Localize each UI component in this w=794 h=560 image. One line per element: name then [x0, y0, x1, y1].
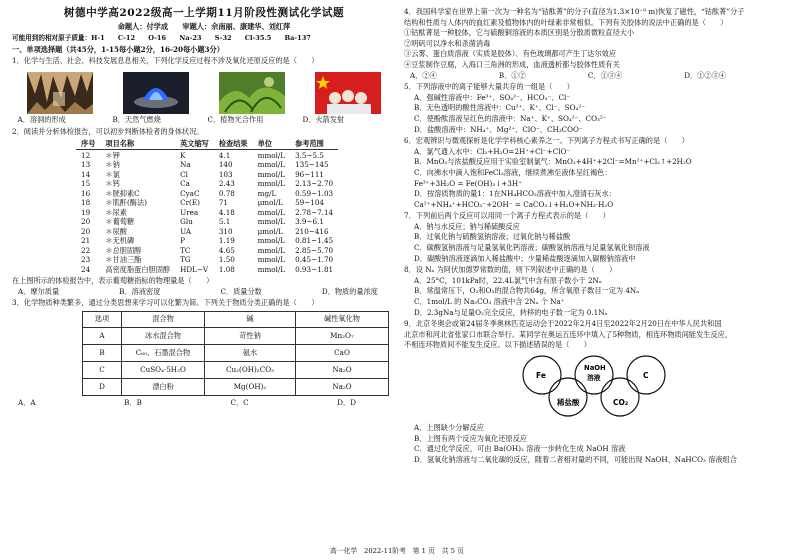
question-3-options — [12, 398, 396, 409]
report-header-row — [76, 139, 338, 149]
report-cell: CyaC — [180, 188, 200, 198]
classification-cell: 漂白粉 — [122, 378, 205, 395]
option-c[interactable]: C．质量分数 — [220, 286, 262, 296]
question-8-stem: 8．设 Nₐ 为阿伏加德罗常数的值，则下列叙述中正确的是（ ） — [404, 265, 617, 275]
classification-cell: 氨水 — [205, 344, 296, 361]
report-cell: 5.1 — [218, 217, 231, 227]
report-row — [76, 179, 338, 189]
report-cell: 3.9~6.1 — [295, 217, 324, 227]
report-row — [76, 236, 338, 246]
report-row — [76, 149, 338, 160]
olympic-rings-svg — [514, 353, 674, 421]
classification-cell: 苛性钠 — [205, 327, 296, 344]
option-d[interactable]: D．按溶质物质的量1：1在NH₄HCO₃溶液中加入澄清石灰水： — [414, 189, 616, 199]
question-6-stem: 6．宏观辨识与微观探析是化学学科核心素养之一。下列离子方程式书写正确的是（ ） — [404, 136, 689, 146]
report-cell: 0.93~1.81 — [295, 264, 334, 274]
report-cell: mmol/L — [257, 150, 286, 160]
ring-label-hcl: 稀盐酸 — [557, 398, 580, 407]
option-b[interactable]: B．MnO₂与浓盐酸反应用于实验室制氯气：MnO₂+4H⁺+2Cl⁻=Mn²⁺+Cl₂↑+2H₂O — [414, 157, 692, 167]
astronaut-image — [315, 72, 381, 114]
report-cell: 0.59~1.03 — [295, 188, 334, 198]
question-9 — [404, 319, 786, 465]
option-d-equation: Ca²⁺+NH₄⁺+HCO₃⁻+2OH⁻ = CaCO₃↓+H₂O+NH₃·H₂O — [414, 199, 614, 209]
classification-cell: Cu₂(OH)₂CO₃ — [205, 361, 296, 378]
question-1-images — [12, 70, 396, 114]
report-cell: Ca — [180, 179, 190, 189]
report-cell: 15 — [81, 179, 91, 189]
report-cell: ＊总胆固醇 — [105, 245, 142, 255]
classification-cell: C₆₀、石墨混合物 — [122, 344, 205, 361]
question-4-statement: ④豆浆制作豆腐，入海口三角洲的形成，血液透析都与胶体性质有关 — [404, 59, 620, 69]
ring-label-fe: Fe — [536, 371, 546, 380]
question-9-line: 北京市和河北省张家口市联合举行。某同学在奥运五连环中填入了5种物质，相连环物质间能发生反应， — [404, 329, 733, 339]
report-cell: ＊甘油三酯 — [105, 255, 142, 265]
option-d[interactable]: D．2.3gNa与足量O₂完全反应，转移的电子数一定为 0.1Nₐ — [414, 307, 608, 317]
question-4-line: 4．我国科学家在世界上第一次为一种名为“钴酞菁”的分子(直径为1.3×10⁻⁹ m)恢复了磁性，“钴酞菁”分子 — [404, 7, 745, 16]
classification-cell: 冰水混合物 — [122, 327, 205, 344]
classification-cell: A — [83, 327, 122, 344]
report-row — [76, 170, 338, 180]
report-cell: 14 — [81, 169, 91, 179]
question-4-line: 结构和性质与人体内的血红素及植物体内的叶绿素非常相似。下列有关胶体的说法中正确的是（ ） — [404, 17, 728, 27]
question-8 — [404, 265, 786, 318]
report-cell: TG — [180, 255, 191, 265]
option-a[interactable]: A．25°C，101kPa时，22.4L氯气中含有原子数小于 2Nₐ — [414, 275, 602, 285]
report-cell: ＊钾 — [105, 150, 120, 160]
report-cell: 16 — [81, 188, 91, 198]
classification-col-header: 混合物 — [122, 311, 205, 327]
option-c[interactable]: C．①③④ — [587, 70, 623, 80]
classification-cell: Na₂O — [296, 361, 389, 378]
report-cell: 96~111 — [295, 169, 324, 179]
option-b[interactable]: B．B — [124, 397, 142, 407]
option-a[interactable]: A．强碱性溶液中：Fe³⁺、SO₄²⁻、HCO₃⁻、Cl⁻ — [414, 92, 571, 102]
classification-cell: C — [83, 361, 122, 378]
report-row — [76, 265, 338, 275]
report-cell: μmol/L — [257, 226, 283, 236]
option-d[interactable]: D．火箭发射 — [302, 114, 345, 124]
report-cell: Urea — [180, 207, 199, 217]
report-cell: mg/L — [257, 188, 277, 198]
classification-cell: Mg(OH)₂ — [205, 378, 296, 395]
option-b[interactable]: B．天然气燃烧 — [112, 114, 161, 124]
classification-cell: B — [83, 344, 122, 361]
question-9-line: 不相连环物质间不能发生反应。以下描述错误的是（ ） — [404, 340, 591, 350]
option-d[interactable]: D．D — [337, 397, 356, 407]
classification-cell: Mn₂O₇ — [296, 327, 389, 344]
report-cell: ＊无机磷 — [105, 236, 135, 246]
classification-col-header: 碱性氧化物 — [296, 311, 389, 327]
question-1-options — [12, 115, 396, 126]
report-cell: 18 — [81, 198, 91, 208]
report-cell: mmol/L — [257, 255, 286, 265]
report-row — [76, 160, 338, 170]
report-cell: 2.43 — [218, 179, 235, 189]
report-cell: ＊尿素 — [105, 207, 127, 217]
classification-col-header: 选项 — [83, 311, 122, 327]
report-col-header: 单位 — [253, 139, 290, 149]
exam-authors: 命题人：付学成 审题人：佘南丽、康建华、刘红萍 — [117, 21, 291, 31]
report-cell: mmol/L — [257, 245, 286, 255]
question-5-stem: 5．下列溶液中的离子能够大量共存的一组是（ ） — [404, 82, 574, 92]
report-cell: 20 — [81, 217, 91, 227]
report-cell: ＊尿酸 — [105, 226, 127, 236]
option-a[interactable]: A．溶洞的形成 — [17, 114, 66, 124]
option-b[interactable]: B．过氧化钠与硫酸氢钠溶液；过氧化钠与稀盐酸 — [414, 232, 571, 242]
classification-body — [83, 327, 389, 395]
question-3 — [12, 298, 396, 408]
classification-row — [83, 378, 389, 395]
report-cell: mmol/L — [257, 236, 286, 246]
report-cell: 1.50 — [218, 255, 235, 265]
classification-cell: Na₂O — [296, 378, 389, 395]
option-d[interactable]: D．物质的量浓度 — [321, 286, 378, 296]
classification-header-row — [83, 311, 389, 327]
question-6 — [404, 136, 786, 210]
report-cell: 21 — [81, 236, 91, 246]
report-cell: K — [180, 150, 186, 160]
option-c[interactable]: C．1mol/L 的 Na₂CO₃ 溶液中含 2Nₐ 个 Na⁺ — [414, 297, 565, 307]
question-2-sub-stem: 在上图所示的体检报告中，表示葡萄糖指标的物理量是（ ） — [12, 276, 214, 286]
page-footer: 高一化学 2022-11阶考 第 1 页 共 5 页 — [330, 547, 464, 555]
option-c[interactable]: C．使酚酞溶液呈红色的溶液中：Na⁺、K⁺、SO₄²⁻、CO₃²⁻ — [414, 113, 607, 123]
question-9-line: 9．北京冬奥会或第24届冬季奥林匹克运动会于2022年2月4日至2022年2月20日在中华人民共和国 — [404, 319, 722, 329]
question-2-options — [12, 287, 396, 298]
report-cell: 2.85~5.70 — [295, 245, 334, 255]
classification-col-header: 碱 — [205, 311, 296, 327]
report-col-header: 检查结果 — [214, 139, 253, 149]
question-4-statement: ③云雾、蛋白质溶液（实质是胶体）、有色玻璃都可产生丁达尔效应 — [404, 49, 617, 59]
classification-row — [83, 327, 389, 344]
report-cell: 103 — [218, 169, 233, 179]
report-cell: 3.5~5.5 — [295, 150, 324, 160]
question-4-statement: ②明矾可以净水和杀菌消毒 — [404, 38, 491, 48]
option-c[interactable]: C．植物光合作用 — [207, 114, 264, 124]
report-cell: 2.13~2.70 — [295, 179, 334, 189]
question-4-options — [404, 71, 786, 82]
option-a[interactable]: A．氯气通入水中：Cl₂+H₂O=2H⁺+Cl⁻+ClO⁻ — [414, 146, 571, 156]
relative-atomic-masses: 可能用到的相对原子质量：H-1 C-12 O-16 Na-23 S-32 Cl-35.5 Ba-137 — [12, 34, 311, 43]
report-cell: P — [180, 236, 185, 246]
report-cell: 0.78 — [218, 188, 235, 198]
classification-cell: CuSO₄·5H₂O — [122, 361, 205, 378]
report-cell: 4.1 — [218, 150, 231, 160]
option-a[interactable]: A．摩尔质量 — [18, 286, 60, 296]
report-cell: TC — [180, 245, 191, 255]
plant-image — [219, 72, 285, 114]
question-4-statement: ①钴酞菁是一种胶体，它与硫酸铜溶液的本质区别是分散质微粒直径大小 — [404, 28, 635, 38]
report-cell: mmol/L — [257, 217, 286, 227]
report-cell: 4.18 — [218, 207, 235, 217]
report-cell: 140 — [218, 160, 233, 170]
question-1 — [12, 56, 396, 125]
option-c-equation: Fe³⁺+3H₂O = Fe(OH)₃↓+3H⁺ — [414, 178, 522, 188]
report-cell: 1.08 — [218, 264, 235, 274]
report-cell: 高密度脂蛋白胆固醇 — [105, 264, 171, 274]
report-cell: ＊胱抑素C — [105, 188, 140, 198]
report-row — [76, 208, 338, 218]
question-5 — [404, 82, 786, 135]
option-b[interactable]: B．①② — [498, 70, 526, 80]
ring-label-naoh-solution: 溶液 — [587, 374, 601, 382]
report-cell: 19 — [81, 207, 91, 217]
report-cell: 310 — [218, 226, 233, 236]
option-b[interactable]: B．常温常压下，O₂和O₃的混合物共64g，所含氧原子数目一定为 4Nₐ — [414, 286, 639, 296]
option-a[interactable]: A．上图缺少分解反应 — [414, 423, 484, 432]
report-cell: 23 — [81, 255, 91, 265]
ring-hcl — [549, 378, 587, 416]
report-cell: 12 — [81, 150, 91, 160]
option-a[interactable]: A．钠与水反应；钠与稀硫酸反应 — [414, 221, 520, 231]
option-d[interactable]: D．氢氧化钠溶液与二氧化碳的反应，随着二者相对量的不同，可能出现 NaOH、NaHCO₃ 溶液组合 — [414, 454, 737, 464]
report-cell: 59~104 — [295, 198, 324, 208]
report-cell: HDL−V — [180, 264, 209, 274]
report-row — [76, 189, 338, 199]
report-cell: ＊钠 — [105, 160, 120, 170]
option-b[interactable]: B．上图有两个反应为氧化还原反应 — [414, 433, 528, 443]
left-column — [12, 6, 396, 409]
report-cell: mmol/L — [257, 207, 286, 217]
option-a[interactable]: A．②④ — [410, 70, 437, 80]
exam-title: 树德中学高2022级高一上学期11月阶段性测试化学试题 — [63, 7, 345, 19]
report-cell: ＊氯 — [105, 169, 120, 179]
report-col-header: 项目名称 — [100, 139, 175, 149]
report-cell: 0.45~1.70 — [295, 255, 334, 265]
classification-cell: CaO — [296, 344, 389, 361]
report-cell: 20 — [81, 226, 91, 236]
report-cell: 4.65 — [218, 245, 235, 255]
ring-label-co2: CO₂ — [613, 398, 629, 407]
report-cell: 2.78~7.14 — [295, 207, 334, 217]
section-heading: 一、单项选择题（共45分，1-15每小题2分，16-20每小题3分） — [12, 44, 224, 54]
report-cell: 1.19 — [218, 236, 235, 246]
ring-label-naoh: NaOH — [584, 364, 606, 372]
report-row — [76, 246, 338, 256]
report-cell: 24 — [81, 264, 91, 274]
report-cell: 0.81~1.45 — [295, 236, 334, 246]
question-4 — [404, 7, 786, 81]
classification-row — [83, 344, 389, 361]
report-cell: mmol/L — [257, 179, 286, 189]
option-d[interactable]: D．盐酸溶液中：NH₄⁺、Mg²⁺、ClO⁻、CH₃COO⁻ — [414, 124, 583, 134]
report-cell: UA — [180, 226, 192, 236]
olympic-rings-diagram — [514, 353, 674, 421]
report-cell: 210~416 — [295, 226, 329, 236]
option-c[interactable]: C．C — [230, 397, 249, 407]
report-cell: 135~145 — [295, 160, 329, 170]
report-cell: 71 — [218, 198, 229, 208]
question-3-stem: 3．化学物质种类繁多，通过分类思想来学习可以化繁为简。下列关于物质分类正确的是（ ） — [12, 298, 319, 308]
report-col-header: 英文缩写 — [175, 139, 214, 149]
report-row — [76, 198, 338, 208]
report-cell: mmol/L — [257, 169, 286, 179]
question-7-stem: 7．下列前后两个反应可以用同一个离子方程式表示的是（ ） — [404, 211, 610, 221]
question-2 — [12, 127, 396, 298]
report-row — [76, 227, 338, 237]
report-cell: mmol/L — [257, 264, 286, 274]
report-cell: Na — [180, 160, 191, 170]
report-cell: μmol/L — [257, 198, 283, 208]
report-col-header: 序号 — [76, 139, 100, 149]
classification-row — [83, 361, 389, 378]
report-cell: 22 — [81, 245, 91, 255]
question-2-stem: 2．阅读并分析体检报告，可以初步判断体检者的身体状况。 — [12, 126, 204, 136]
report-cell: mmol/L — [257, 160, 286, 170]
gas-flame-image — [123, 72, 189, 114]
classification-cell: D — [83, 378, 122, 395]
report-cell: ＊肌酐(酶法) — [105, 198, 147, 208]
medical-report-table — [76, 139, 338, 274]
ring-label-c: C — [643, 371, 649, 380]
report-cell: ＊葡萄糖 — [105, 217, 135, 227]
report-cell: Glu — [180, 217, 193, 227]
report-cell: Cl — [180, 169, 188, 179]
classification-table — [82, 311, 389, 396]
option-b[interactable]: B．无色透明的酸性溶液中：Cu²⁺、K⁺、Cl⁻、SO₄²⁻ — [414, 103, 586, 113]
report-row — [76, 255, 338, 265]
report-cell: Cr(E) — [180, 198, 200, 208]
report-col-header: 参考范围 — [290, 139, 338, 149]
option-c[interactable]: C．向沸水中滴入饱和FeCl₃溶液，继续煮沸至液体呈红褐色： — [414, 167, 612, 177]
report-cell: ＊钙 — [105, 179, 120, 189]
option-c[interactable]: C．通过化学反应，可由 Ba(OH)₂ 溶液一步转化生成 NaOH 溶液 — [414, 444, 626, 454]
question-7 — [404, 211, 786, 264]
option-d[interactable]: D．碳酸钠溶液逐滴加入稀盐酸中；少量稀盐酸逐滴加入碳酸钠溶液中 — [414, 253, 636, 263]
cave-image — [27, 72, 93, 114]
report-body — [76, 149, 338, 274]
report-row — [76, 217, 338, 227]
option-b[interactable]: B．溶液密度 — [119, 286, 161, 296]
option-d[interactable]: D．①②③④ — [684, 70, 726, 80]
option-a[interactable]: A．A — [18, 397, 36, 407]
option-c[interactable]: C．碳酸氢钠溶液与足量氢氧化钙溶液；碳酸氢钠溶液与足量氢氧化钡溶液 — [414, 243, 650, 253]
report-cell: 13 — [81, 160, 91, 170]
ring-co2 — [601, 378, 639, 416]
question-1-stem: 1．化学与生活、社会、科技发展息息相关，下列化学反应过程不涉及氧化还原反应的是（ ） — [12, 56, 319, 66]
right-column — [404, 6, 786, 465]
